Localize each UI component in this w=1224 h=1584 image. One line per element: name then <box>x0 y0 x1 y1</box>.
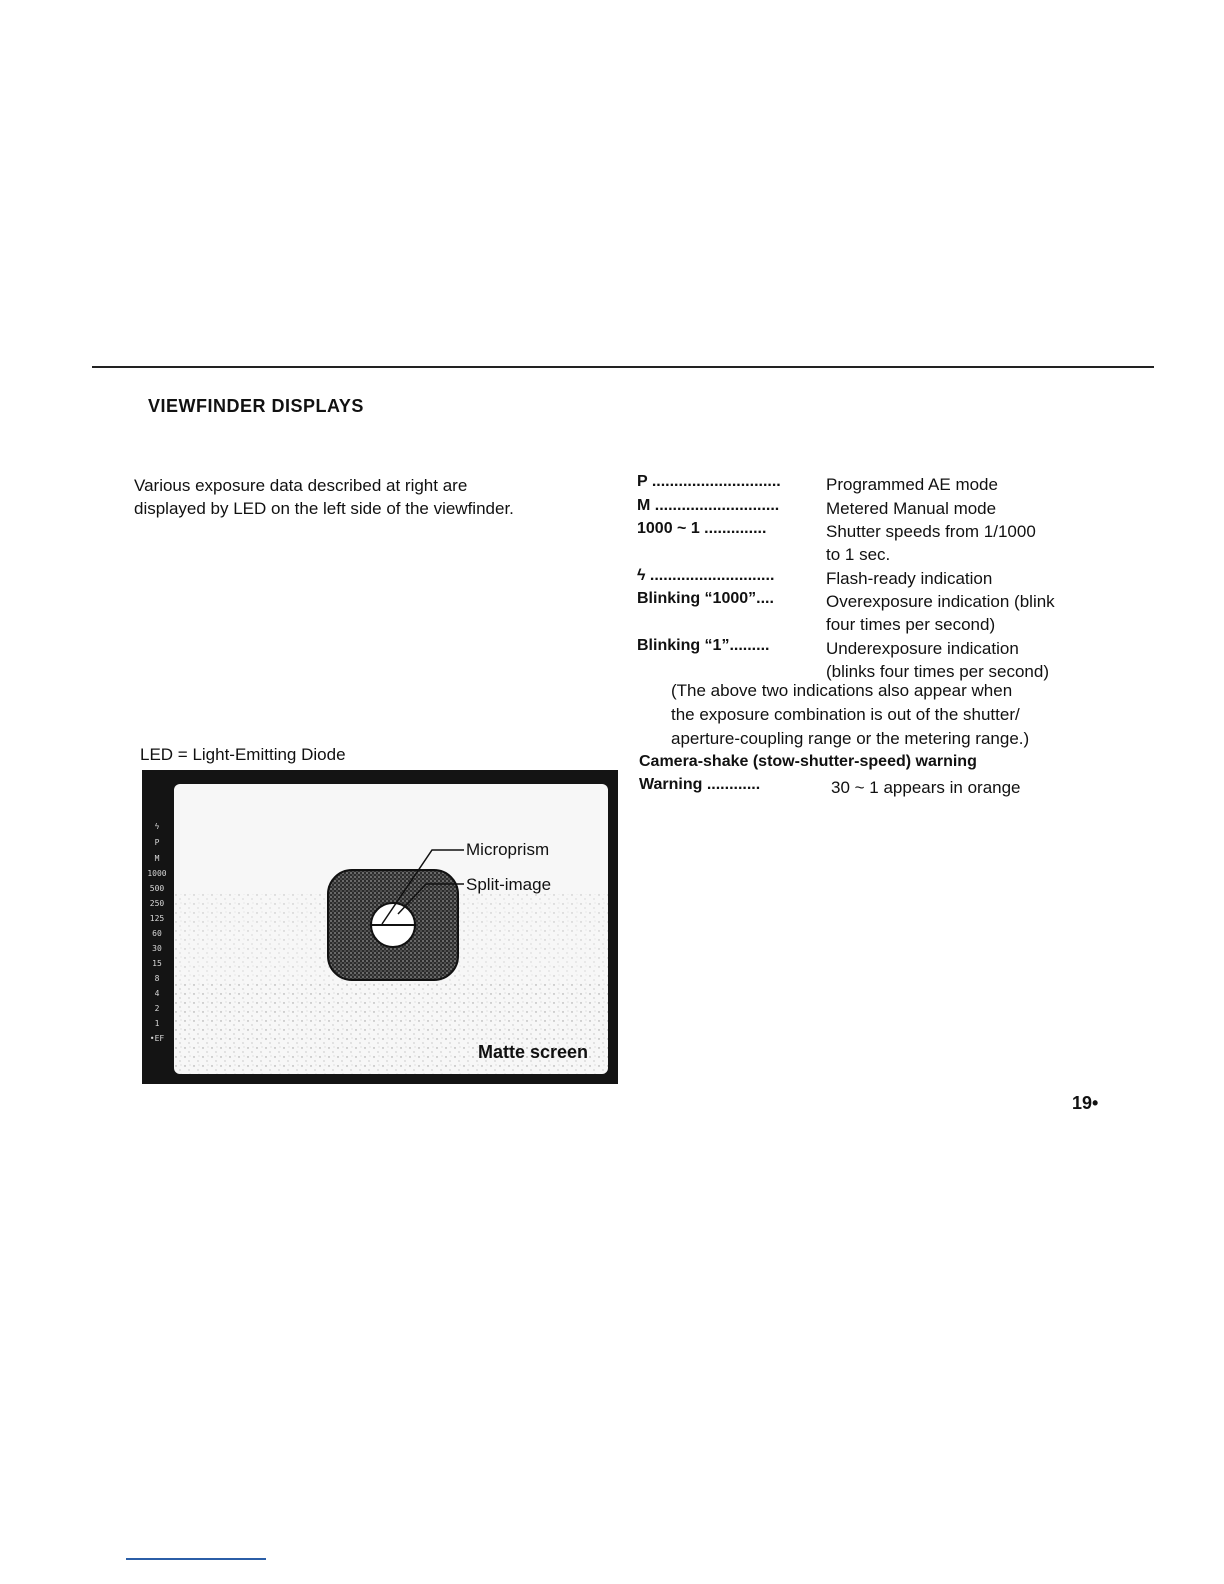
led-125: 125 <box>149 914 165 923</box>
note-paragraph <box>671 679 1131 751</box>
definition-term: 1000 ~ 1 .............. <box>637 520 767 537</box>
definition-desc <box>826 520 1036 566</box>
warning-desc: 30 ~ 1 appears in orange <box>831 778 1021 797</box>
led-ef: •EF <box>149 1034 165 1043</box>
warning-term: Warning ............ <box>639 776 761 793</box>
definition-desc-line: Underexposure indication <box>826 639 1019 658</box>
label-matte-screen: Matte screen <box>478 1042 589 1062</box>
definition-desc-line: to 1 sec. <box>826 545 891 564</box>
led-15: 15 <box>152 959 162 968</box>
led-60: 60 <box>152 929 162 938</box>
definition-term: P ............................. <box>637 473 781 490</box>
definition-term: M ............................ <box>637 497 780 514</box>
definition-desc <box>826 590 1055 636</box>
led-4: 4 <box>154 989 160 998</box>
top-rule <box>92 366 1154 368</box>
led-30: 30 <box>152 944 162 953</box>
note-line: the exposure combination is out of the shutter/ <box>671 705 1020 724</box>
intro-line: displayed by LED on the left side of the viewfinder. <box>134 499 514 518</box>
note-line: (The above two indications also appear when <box>671 681 1013 700</box>
led-p: P <box>154 838 160 847</box>
footer-rule <box>126 1558 266 1560</box>
focusing-screen <box>174 784 608 1074</box>
definition-term: Blinking “1000”.... <box>637 590 774 607</box>
led-scale <box>142 822 172 1066</box>
warning-heading: Camera-shake (stow-shutter-speed) warning <box>639 753 977 770</box>
definition-desc-line: Metered Manual mode <box>826 499 997 518</box>
led-250: 250 <box>149 899 165 908</box>
led-2: 2 <box>154 1004 160 1013</box>
definition-desc <box>826 497 996 520</box>
led-500: 500 <box>149 884 165 893</box>
page-number: 19• <box>1072 1093 1099 1113</box>
definition-desc <box>826 637 1049 683</box>
label-split-image: Split-image <box>466 875 552 894</box>
led-1: 1 <box>154 1019 160 1028</box>
led-1000: 1000 <box>147 869 167 878</box>
definition-desc-line: Flash-ready indication <box>826 569 993 588</box>
section-title: VIEWFINDER DISPLAYS <box>148 396 364 416</box>
led-note: LED = Light-Emitting Diode <box>140 745 346 764</box>
definition-desc <box>826 473 998 496</box>
intro-line: Various exposure data described at right are <box>134 476 468 495</box>
definition-desc-line: four times per second) <box>826 615 996 634</box>
led-flash-icon: ϟ <box>154 822 160 831</box>
definition-desc <box>826 567 992 590</box>
definition-term: ϟ ............................ <box>637 567 775 584</box>
intro-paragraph <box>134 474 624 520</box>
definition-desc-line: Overexposure indication (blink <box>826 592 1055 611</box>
note-line: aperture-coupling range or the metering range.) <box>671 729 1030 748</box>
definition-desc-line: Shutter speeds from 1/1000 <box>826 522 1036 541</box>
definition-desc-line: (blinks four times per second) <box>826 662 1049 681</box>
viewfinder-illustration <box>142 770 618 1084</box>
definition-desc-line: Programmed AE mode <box>826 475 998 494</box>
led-m: M <box>154 854 160 863</box>
focusing-screen-drawing <box>174 784 608 1074</box>
definition-term: Blinking “1”......... <box>637 637 770 654</box>
led-8: 8 <box>154 974 160 983</box>
label-microprism: Microprism <box>466 840 550 859</box>
